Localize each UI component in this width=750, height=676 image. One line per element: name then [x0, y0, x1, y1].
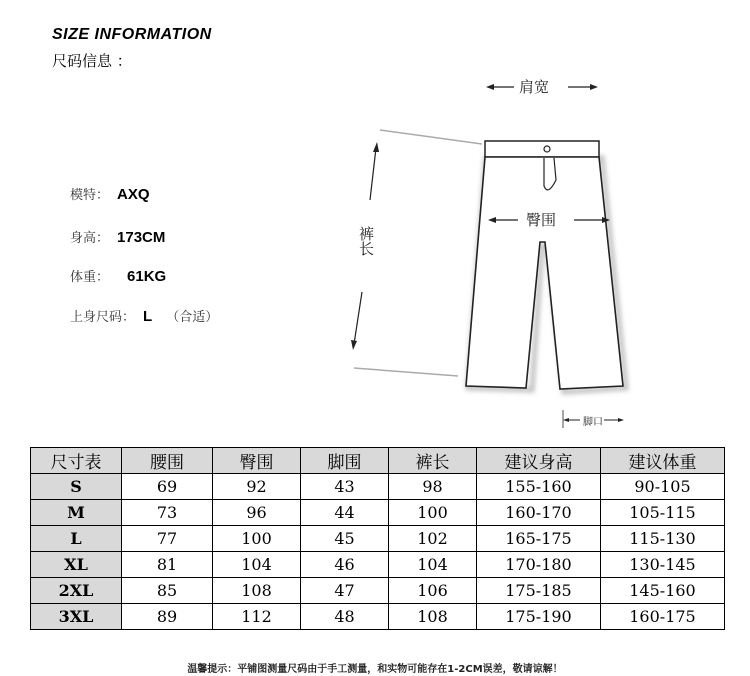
hem-cell: 46	[301, 552, 389, 578]
model-size-note: （合适）	[166, 310, 219, 325]
waist-cell: 89	[122, 604, 213, 630]
weight-cell: 160-175	[601, 604, 725, 630]
table-header-row	[31, 448, 725, 474]
weight-cell: 90-105	[601, 474, 725, 500]
length-label: 裤长	[357, 226, 375, 256]
table-row	[31, 552, 725, 578]
model-height-row	[70, 227, 165, 246]
height-cell: 175-190	[477, 604, 601, 630]
header-suggested-height: 建议身高	[477, 448, 601, 474]
hem-cell: 48	[301, 604, 389, 630]
model-weight-value: 61KG	[127, 268, 167, 285]
header-size: 尺寸表	[31, 448, 122, 474]
hip-cell: 100	[213, 526, 301, 552]
length-cell: 106	[389, 578, 477, 604]
page-title: SIZE INFORMATION	[52, 26, 212, 43]
table-row	[31, 526, 725, 552]
pants-diagram	[340, 70, 640, 440]
weight-cell: 145-160	[601, 578, 725, 604]
model-height-value: 173CM	[117, 229, 166, 246]
model-size-value: L	[143, 308, 153, 325]
length-cell: 100	[389, 500, 477, 526]
size-table	[30, 447, 725, 630]
pants-outline	[340, 70, 640, 440]
hip-cell: 112	[213, 604, 301, 630]
model-size-row	[70, 306, 218, 325]
waist-cell: 69	[122, 474, 213, 500]
hip-cell: 108	[213, 578, 301, 604]
model-name-value: AXQ	[117, 186, 150, 203]
table-row	[31, 500, 725, 526]
model-weight-label: 体重：	[70, 270, 110, 285]
waist-cell: 85	[122, 578, 213, 604]
hip-label: 臀围	[526, 211, 557, 229]
header-waist: 腰围	[122, 448, 213, 474]
header-length: 裤长	[389, 448, 477, 474]
model-name-row	[70, 184, 150, 203]
hem-cell: 47	[301, 578, 389, 604]
model-name-label: 模特：	[70, 188, 110, 203]
waist-cell: 73	[122, 500, 213, 526]
height-cell: 165-175	[477, 526, 601, 552]
weight-cell: 115-130	[601, 526, 725, 552]
hem-label: 脚口	[583, 417, 603, 428]
page-subtitle: 尺码信息 ：	[52, 52, 132, 70]
hem-cell: 45	[301, 526, 389, 552]
size-cell: 3XL	[31, 604, 122, 630]
length-cell: 98	[389, 474, 477, 500]
height-cell: 160-170	[477, 500, 601, 526]
waist-cell: 81	[122, 552, 213, 578]
size-cell: 2XL	[31, 578, 122, 604]
model-size-label: 上身尺码：	[70, 310, 136, 325]
size-cell: L	[31, 526, 122, 552]
shoulder-width-label: 肩宽	[519, 78, 550, 96]
hip-cell: 92	[213, 474, 301, 500]
height-cell: 155-160	[477, 474, 601, 500]
hip-cell: 96	[213, 500, 301, 526]
length-cell: 108	[389, 604, 477, 630]
model-height-label: 身高：	[70, 231, 110, 246]
length-cell: 102	[389, 526, 477, 552]
weight-cell: 130-145	[601, 552, 725, 578]
header-suggested-weight: 建议体重	[601, 448, 725, 474]
height-cell: 175-185	[477, 578, 601, 604]
hip-cell: 104	[213, 552, 301, 578]
measurement-notice: 温馨提示：平铺图测量尺码由于手工测量，和实物可能存在1-2CM误差，敬请谅解！	[187, 664, 563, 675]
waist-cell: 77	[122, 526, 213, 552]
size-cell: M	[31, 500, 122, 526]
height-cell: 170-180	[477, 552, 601, 578]
size-cell: S	[31, 474, 122, 500]
size-cell: XL	[31, 552, 122, 578]
hem-cell: 43	[301, 474, 389, 500]
weight-cell: 105-115	[601, 500, 725, 526]
header-hem: 脚围	[301, 448, 389, 474]
header-hip: 臀围	[213, 448, 301, 474]
table-row	[31, 604, 725, 630]
table-row	[31, 578, 725, 604]
model-weight-row	[70, 266, 166, 285]
length-cell: 104	[389, 552, 477, 578]
hem-cell: 44	[301, 500, 389, 526]
table-row	[31, 474, 725, 500]
